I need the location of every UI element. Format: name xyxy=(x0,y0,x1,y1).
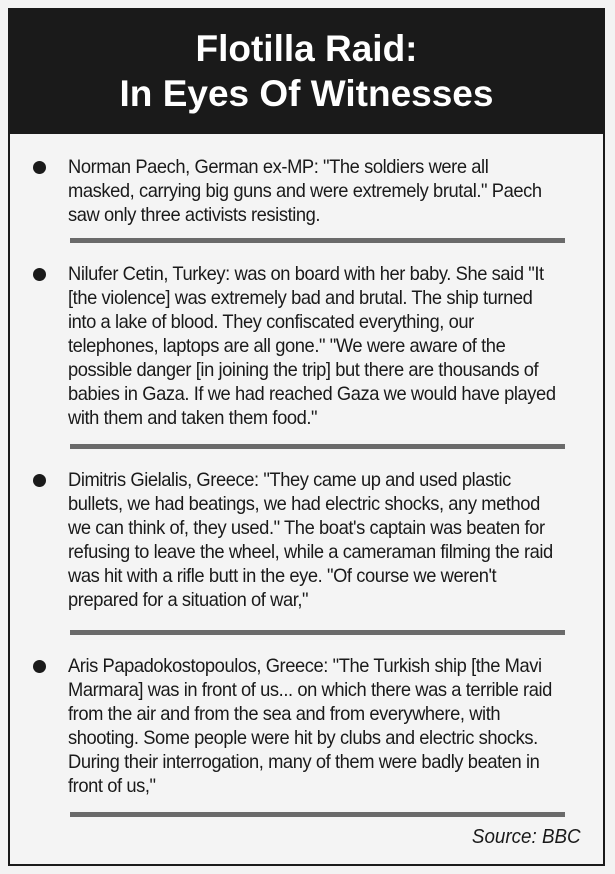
source-credit: Source: BBC xyxy=(472,826,581,848)
witness-statement: Norman Paech, German ex-MP: "The soldiers were all masked, carrying big guns and were extremely brutal." Paech saw only three activists resisting. xyxy=(68,156,542,226)
card-header xyxy=(10,10,603,134)
bullet-icon xyxy=(33,268,46,281)
title-line-1: Flotilla Raid: xyxy=(195,28,418,69)
witness-statement: Nilufer Cetin, Turkey: was on board with her baby. She said "It [the violence] was extremely bad and brutal. The ship turned into a lake of blood. They confiscated everything, our telephones, laptops are all gone." "We were aware of the possible danger [in joining the trip] but there are thousands of babies in Gaza. If we had reached Gaza we would have played with them and taken them food." xyxy=(68,263,556,429)
bullet-icon xyxy=(33,161,46,174)
witness-statement: Aris Papadokostopoulos, Greece: "The Turkish ship [the Mavi Marmara] was in front of us... on which there was a terrible raid from the air and from the sea and from everywhere, with shooting. Some people were hit by clubs and electric shocks. During their interrogation, many of them were badly beaten in front of us," xyxy=(68,655,552,797)
divider xyxy=(70,238,565,243)
bullet-icon xyxy=(33,474,46,487)
witness-statement: Dimitris Gielalis, Greece: "They came up and used plastic bullets, we had beatings, we had electric shocks, any method we can think of, they used." The boat's captain was beaten for refusing to leave the wheel, while a cameraman filming the raid was hit with a rifle butt in the eye. "Of course we weren't prepared for a situation of war," xyxy=(68,469,553,611)
divider xyxy=(70,444,565,449)
witness-card xyxy=(8,8,605,866)
divider xyxy=(70,812,565,817)
divider xyxy=(70,630,565,635)
title-line-2: In Eyes Of Witnesses xyxy=(119,73,494,114)
bullet-icon xyxy=(33,660,46,673)
